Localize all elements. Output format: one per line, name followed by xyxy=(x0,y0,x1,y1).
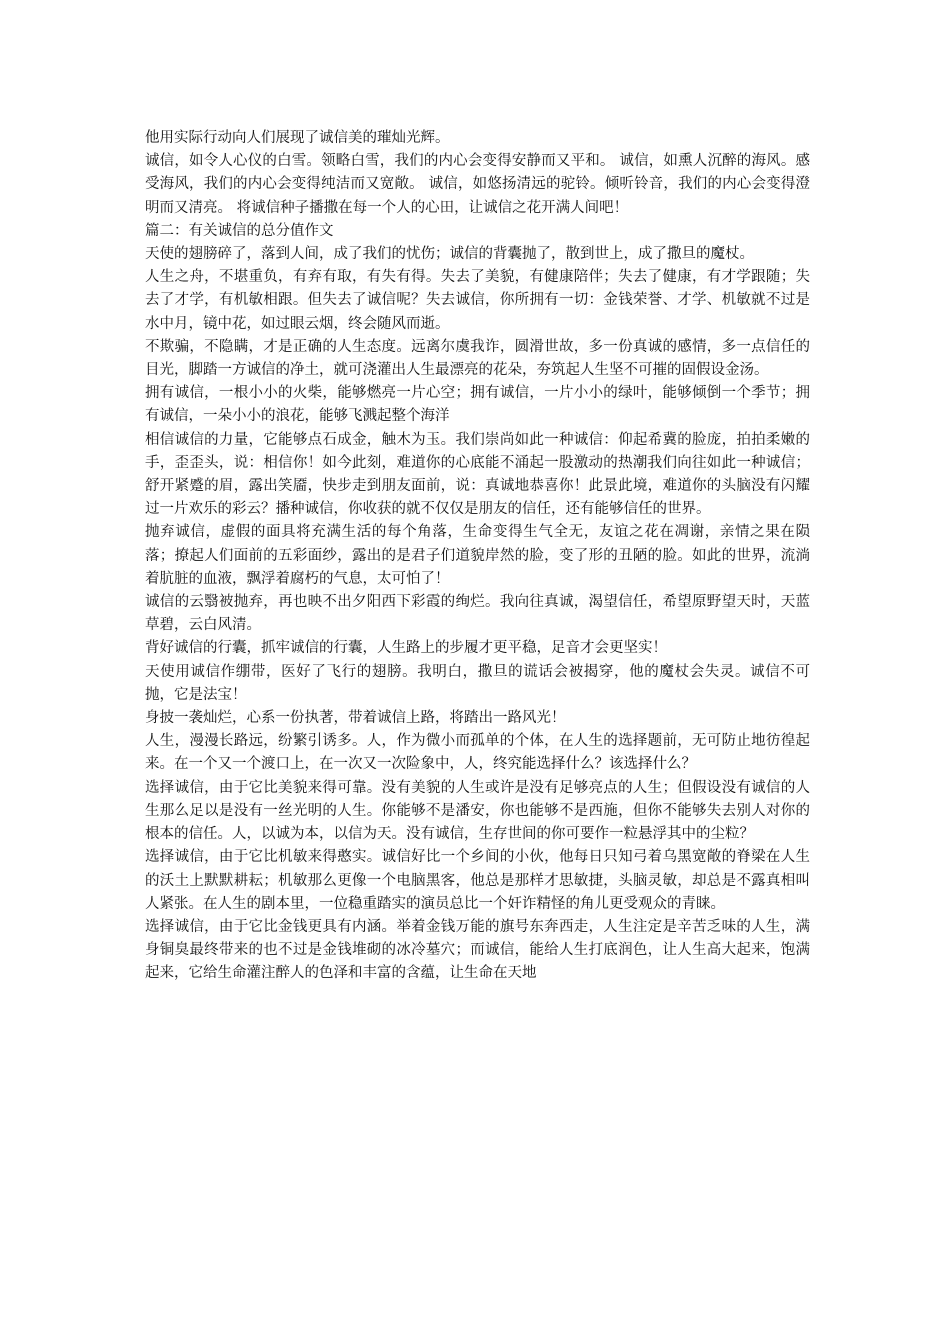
paragraph-3: 天使的翅膀碎了，落到人间，成了我们的忧伤；诚信的背囊抛了，散到世上，成了撒旦的魔杖。 xyxy=(145,246,754,263)
paragraph-6: 拥有诚信，一根小小的火柴，能够燃亮一片心空；拥有诚信，一片小小的绿叶，能够倾倒一个季节；拥有诚信，一朵小小的浪花，能够飞溅起整个海洋 xyxy=(145,385,810,425)
paragraph-16: 选择诚信，由于它比金钱更具有内涵。举着金钱万能的旗号东奔西走，人生注定是辛苦乏味的人生，满身铜臭最终带来的也不过是金钱堆砌的冰冷墓穴；而诚信，能给人生打底润色，让人生高大起来，饱满起来，它给生命灌注醉人的色泽和丰富的含蕴，让生命在天地 xyxy=(145,918,810,982)
paragraph-12: 身披一袭灿烂，心系一份执著，带着诚信上路，将踏出一路风光！ xyxy=(145,710,566,727)
paragraph-2: 诚信，如令人心仪的白雪。领略白雪，我们的内心会变得安静而又平和。 诚信，如熏人沉醉的海风。感受海风，我们的内心会变得纯洁而又宽敞。 诚信，如悠扬清远的驼铃。倾听铃音，我们的内心会变得澄明而又清亮。 将诚信种子播撒在每一个人的心田，让诚信之花开满人间吧！ xyxy=(145,153,810,216)
paragraph-8: 抛弃诚信，虚假的面具将充满生活的每个角落，生命变得生气全无，友谊之花在凋谢，亲情之果在陨落；撩起人们面前的五彩面纱，露出的是君子们道貌岸然的脸，变了形的丑陋的脸。如此的世界，流淌着肮脏的血液，飘浮着腐朽的气息，太可怕了！ xyxy=(145,524,810,587)
paragraph-7: 相信诚信的力量，它能够点石成金，触木为玉。我们崇尚如此一种诚信：仰起希冀的脸庞，拍拍柔嫩的手，歪歪头，说：相信你！如今此刻，难道你的心底能不涌起一股激动的热潮我们向往如此一种诚信；舒开紧蹙的眉，露出笑靥，快步走到朋友面前，说：真诚地恭喜你！此景此境，难道你的头脑没有闪耀过一片欢乐的彩云？播种诚信，你收获的就不仅仅是朋友的信任，还有能够信任的世界。 xyxy=(145,431,810,518)
paragraph-5: 不欺骗，不隐瞒，才是正确的人生态度。远离尔虞我诈，圆滑世故，多一份真诚的感情，多一点信任的目光，脚踏一方诚信的净土，就可浇灌出人生最漂亮的花朵，夯筑起人生坚不可摧的固假设金汤。 xyxy=(145,338,810,379)
document-body xyxy=(145,127,810,986)
paragraph-1: 他用实际行动向人们展现了诚信美的璀灿光辉。 xyxy=(145,130,450,146)
paragraph-13: 人生，漫漫长路远，纷繁引诱多。人，作为微小而孤单的个体，在人生的选择题前，无可防止地彷徨起来。在一个又一个渡口上，在一次又一次险象中，人，终究能选择什么？该选择什么？ xyxy=(145,733,810,773)
paragraph-11: 天使用诚信作绷带，医好了飞行的翅膀。我明白，撒旦的谎话会被揭穿，他的魔杖会失灵。诚信不可抛，它是法宝！ xyxy=(145,663,810,703)
section-heading: 篇二：有关诚信的总分值作文 xyxy=(145,222,334,239)
paragraph-14: 选择诚信，由于它比美貌来得可靠。没有美貌的人生或许是没有足够亮点的人生；但假设没有诚信的人生那么足以是没有一丝光明的人生。你能够不是潘安，你也能够不是西施，但你不能够失去别人对你的根本的信任。人，以诚为本，以信为天。没有诚信，生存世间的你可要作一粒悬浮其中的尘粒？ xyxy=(145,779,810,843)
paragraph-9: 诚信的云翳被抛弃，再也映不出夕阳西下彩霞的绚烂。我向往真诚，渴望信任，希望原野望天时，天蓝草碧，云白风清。 xyxy=(145,594,810,634)
paragraph-15: 选择诚信，由于它比机敏来得憨实。诚信好比一个乡间的小伙，他每日只知弓着乌黑宽敞的脊梁在人生的沃土上默默耕耘；机敏那么更像一个电脑黑客，他总是那样才思敏捷，头脑灵敏，却总是不露真相叫人紧张。在人生的剧本里，一位稳重踏实的演员总比一个奸诈精怪的角儿更受观众的青睐。 xyxy=(145,849,810,912)
paragraph-4: 人生之舟，不堪重负，有弃有取，有失有得。失去了美貌，有健康陪伴；失去了健康，有才学跟随；失去了才学，有机敏相跟。但失去了诚信呢？失去诚信，你所拥有一切：金钱荣誉、才学、机敏就不过是水中月，镜中花，如过眼云烟，终会随风而逝。 xyxy=(145,269,810,332)
paragraph-10: 背好诚信的行囊，抓牢诚信的行囊，人生路上的步履才更平稳，足音才会更坚实！ xyxy=(145,640,667,657)
